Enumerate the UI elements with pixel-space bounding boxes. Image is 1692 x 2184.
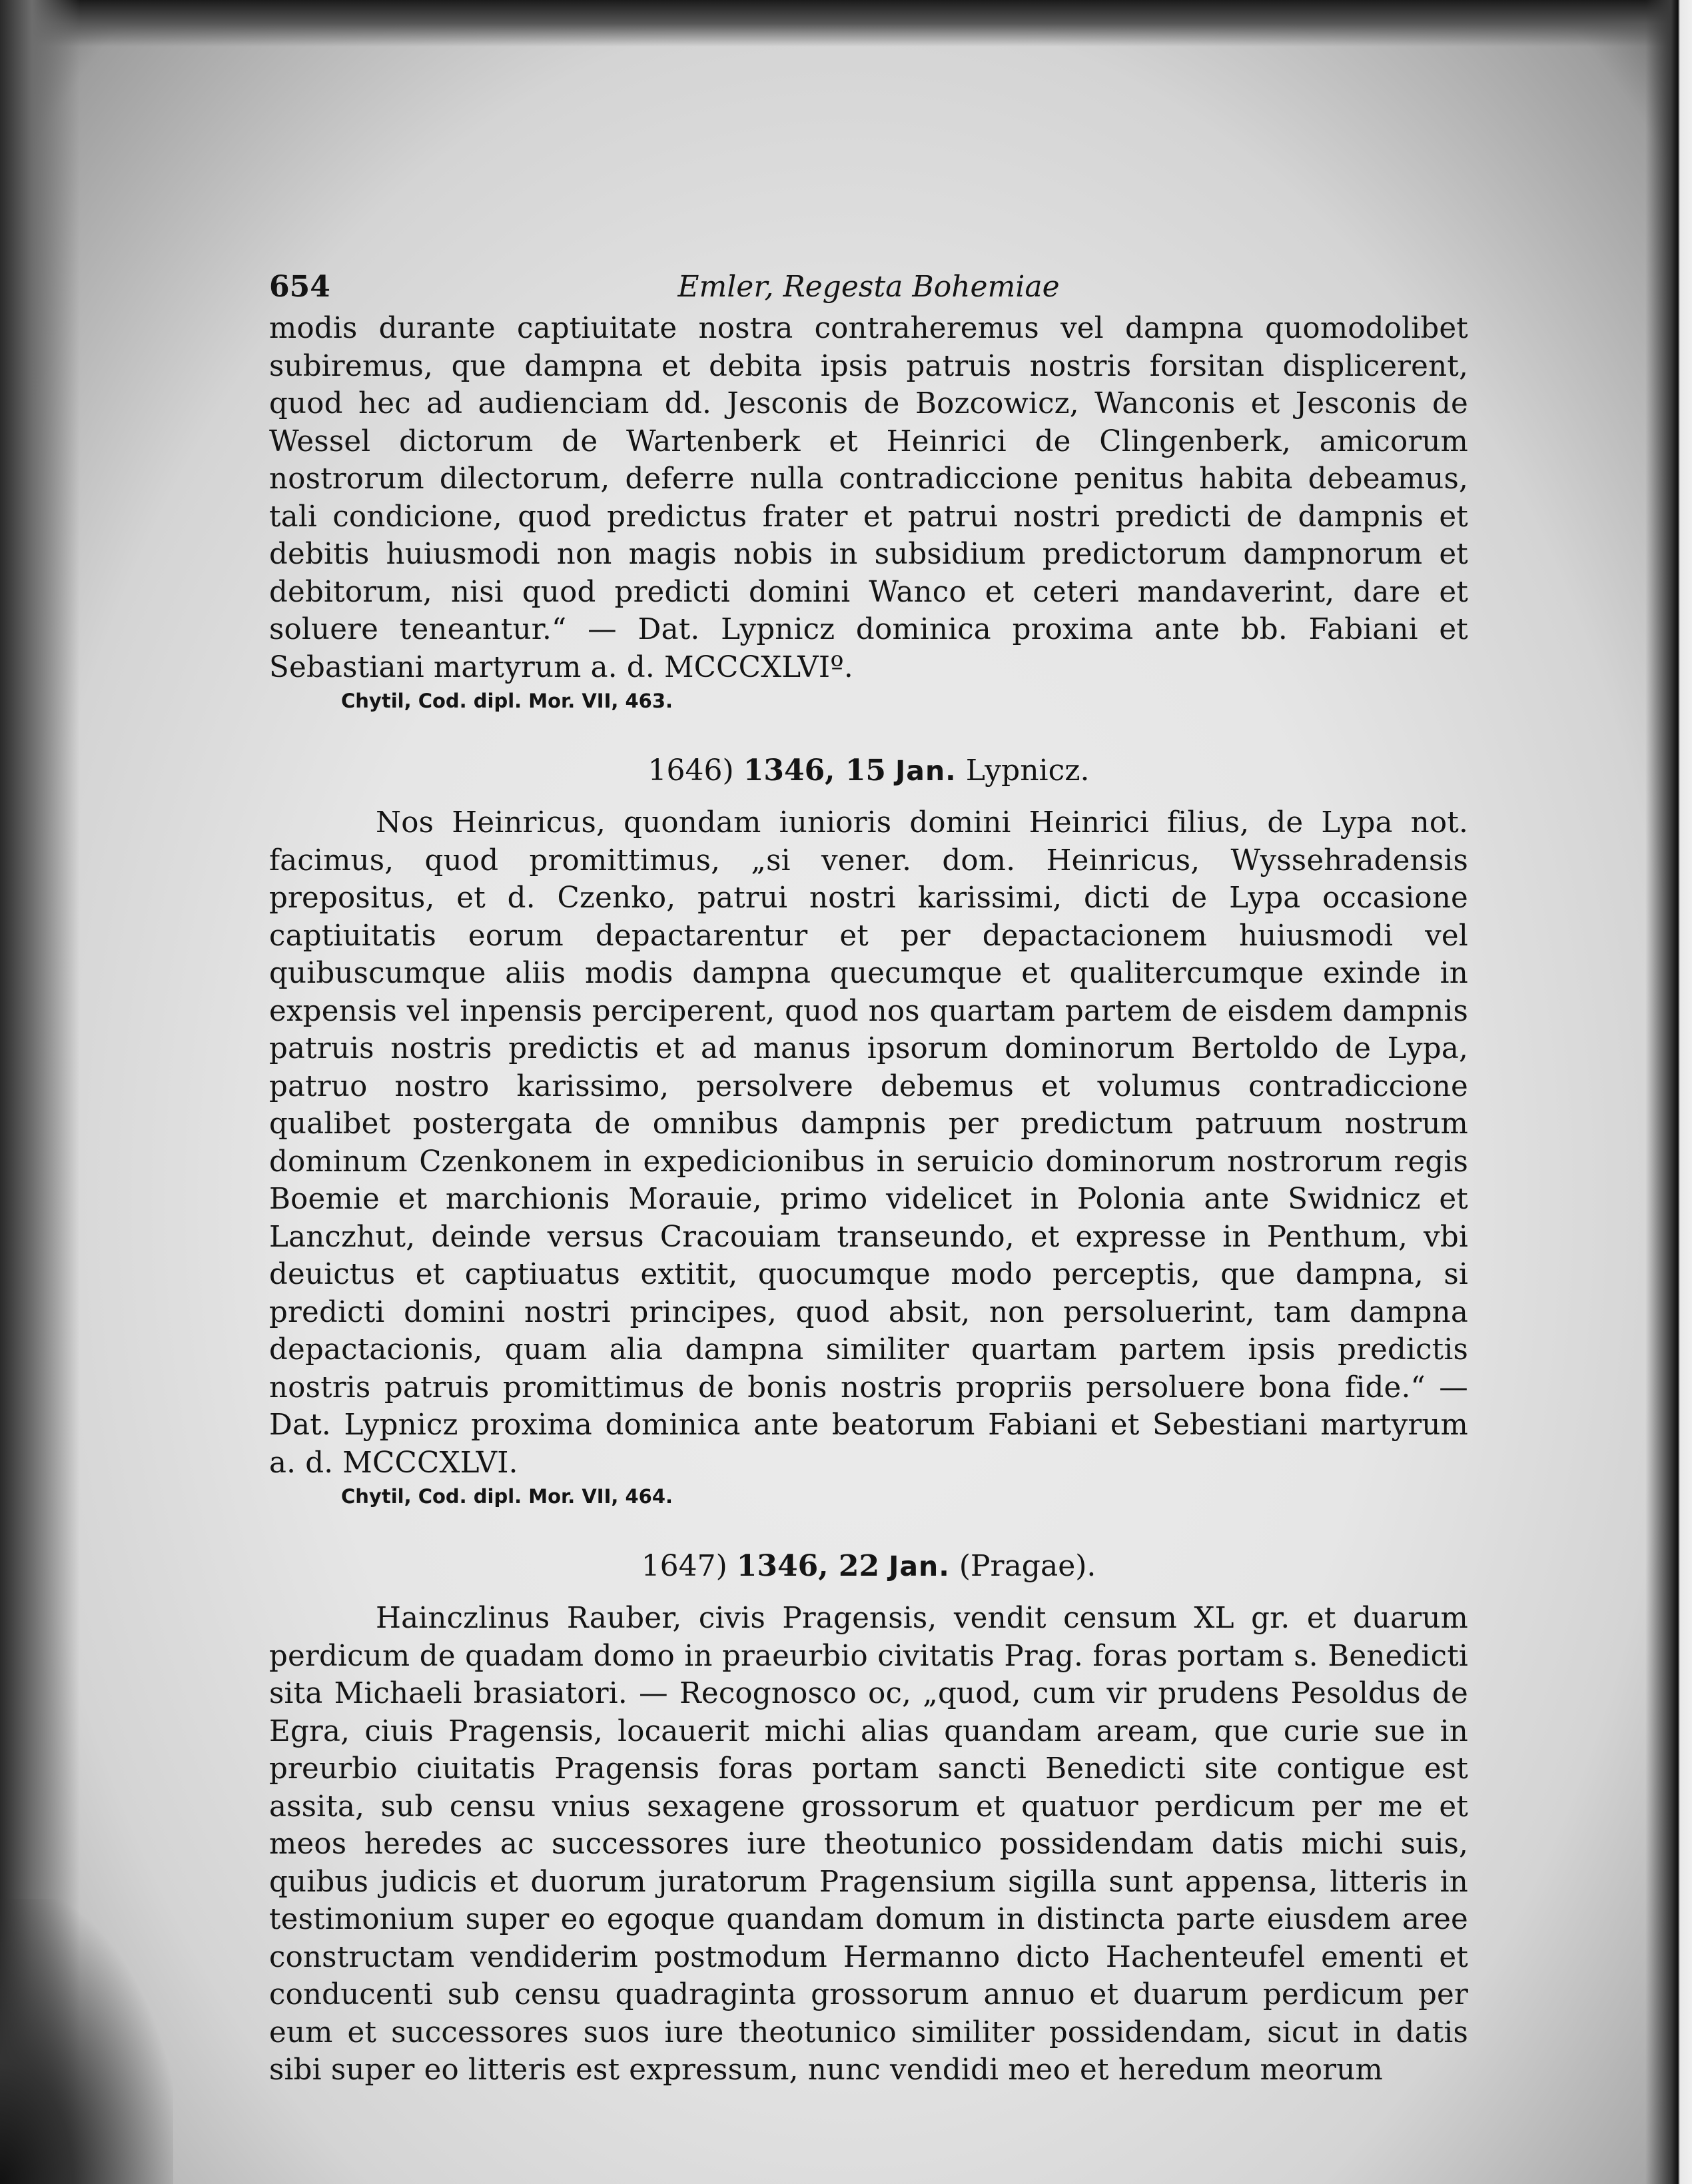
entry-text-1646: Nos Heinricus, quondam iunioris domini Heinrici filius, de Lypa not. facimus, quod promittimus, „si vener. dom. Heinricus, Wyssehradensis prepositus, et d. Czenko, patrui nostri karissimi, dicti de Lypa occasione captiuitatis eorum depactarentur et per depactacionem huiusmodi vel quibuscumque aliis modis dampna quecumque et qualitercumque exinde in expensis vel inpensis perciperent, quod nos quartam partem de eisdem dampnis patruis nostris predictis et ad manus ipsorum dominorum Bertoldo de Lypa, patruo nostro karissimo, persolvere debemus et volumus contradiccione qualibet postergata de omnibus dampnis per predictum patruum nostrum dominum Czenkonem in expedicionibus in seruicio dominorum nostrorum regis Boemie et marchionis Morauie, primo videlicet in Polonia ante Swidnicz et Lanczhut, deinde versus Cracouiam transeundo, et expresse in Penthum, vbi deuictus et captiuatus extitit, quocumque modo perceptis, que dampna, si predicti domini nostri principes, quod absit, non persoluerint, tam dampna depactacionis, quam alia dampna similiter quartam partem ipsis predictis nostris patruis promittimus de bonis nostris propriis persoluere bona fide.“ — Dat. Lypnicz proxima dominica ante beatorum Fabiani et Sebestiani martyrum a. d. MCCCXLVI. [269,806,1468,1480]
entry-month: Jan. [889,1550,950,1582]
entry-place: Lypnicz. [965,754,1090,788]
entry-text-1647: Hainczlinus Rauber, civis Pragensis, vendit censum XL gr. et duarum perdicum de quadam domo in praeurbio civitatis Prag. foras portam s. Benedicti sita Michaeli brasiatori. — Recognosco oc, „quod, cum vir prudens Pesoldus de Egra, ciuis Pragensis, locauerit michi alias quandam aream, que curie sue in preurbio ciuitatis Pragensis foras portam sancti Benedicti site contigue est assita, sub censu vnius sexagene grossorum et quatuor perdicum per me et meos heredes ac successores iure theotunico possidendam datis michi suis, quibus judicis et duorum juratorum Pragensium sigilla sunt appensa, litteris in testimonium super eo egoque quandam domum in distincta parte eiusdem aree constructam vendiderim postmodum Hermanno dicto Hachenteufel ementi et conducenti sub censu quadraginta grossorum annuo et duarum perdicum per eum et successores suos iure theotunico similiter possidendam, sicut in datis sibi super eo litteris est expressum, nunc vendidi meo et heredum meorum [269,1602,1468,2087]
scan-right-edge [1645,0,1692,2184]
entry-number: 1646) [647,754,734,788]
entry-place: (Pragae). [959,1549,1096,1583]
scan-top-edge [0,0,1692,47]
entry-dateline: 1346, 15 [743,754,887,788]
entry-heading-1647 [269,1546,1468,1586]
entry-heading-1646 [269,751,1468,791]
scan-corner-shadow [0,1899,173,2184]
page-number: 654 [269,270,330,304]
entry-dateline: 1346, 22 [736,1549,880,1583]
document-page [269,263,1468,2089]
source-citation: Chytil, Cod. dipl. Mor. VII, 464. [341,1485,673,1508]
source-citation: Chytil, Cod. dipl. Mor. VII, 463. [341,690,673,712]
running-head [269,263,1468,310]
continuation-text: modis durante captiuitate nostra contraheremus vel dampna quomodolibet subiremus, que dampna et debita ipsis patruis nostris forsitan displicerent, quod hec ad audienciam dd. Jesconis de Bozcowicz, Wanconis et Jesconis de Wessel dictorum de Wartenberk et Heinrici de Clingenberk, amicorum nostrorum dilectorum, deferre nulla contradiccione penitus habita debeamus, tali condicione, quod predictus frater et patrui nostri predicti de dampnis et debitis huiusmodi non magis nobis in subsidium predictorum dampnorum et debitorum, nisi quod predicti domini Wanco et ceteri mandaverint, dare et soluere teneantur.“ — Dat. Lypnicz dominica proxima ante bb. Fabiani et Sebastiani martyrum a. d. MCCCXLVIº. [269,312,1468,684]
entry-month: Jan. [895,755,957,787]
scan-left-edge [0,0,80,2184]
entry-number: 1647) [641,1549,727,1583]
running-title: Emler, Regesta Bohemiae [677,270,1060,304]
